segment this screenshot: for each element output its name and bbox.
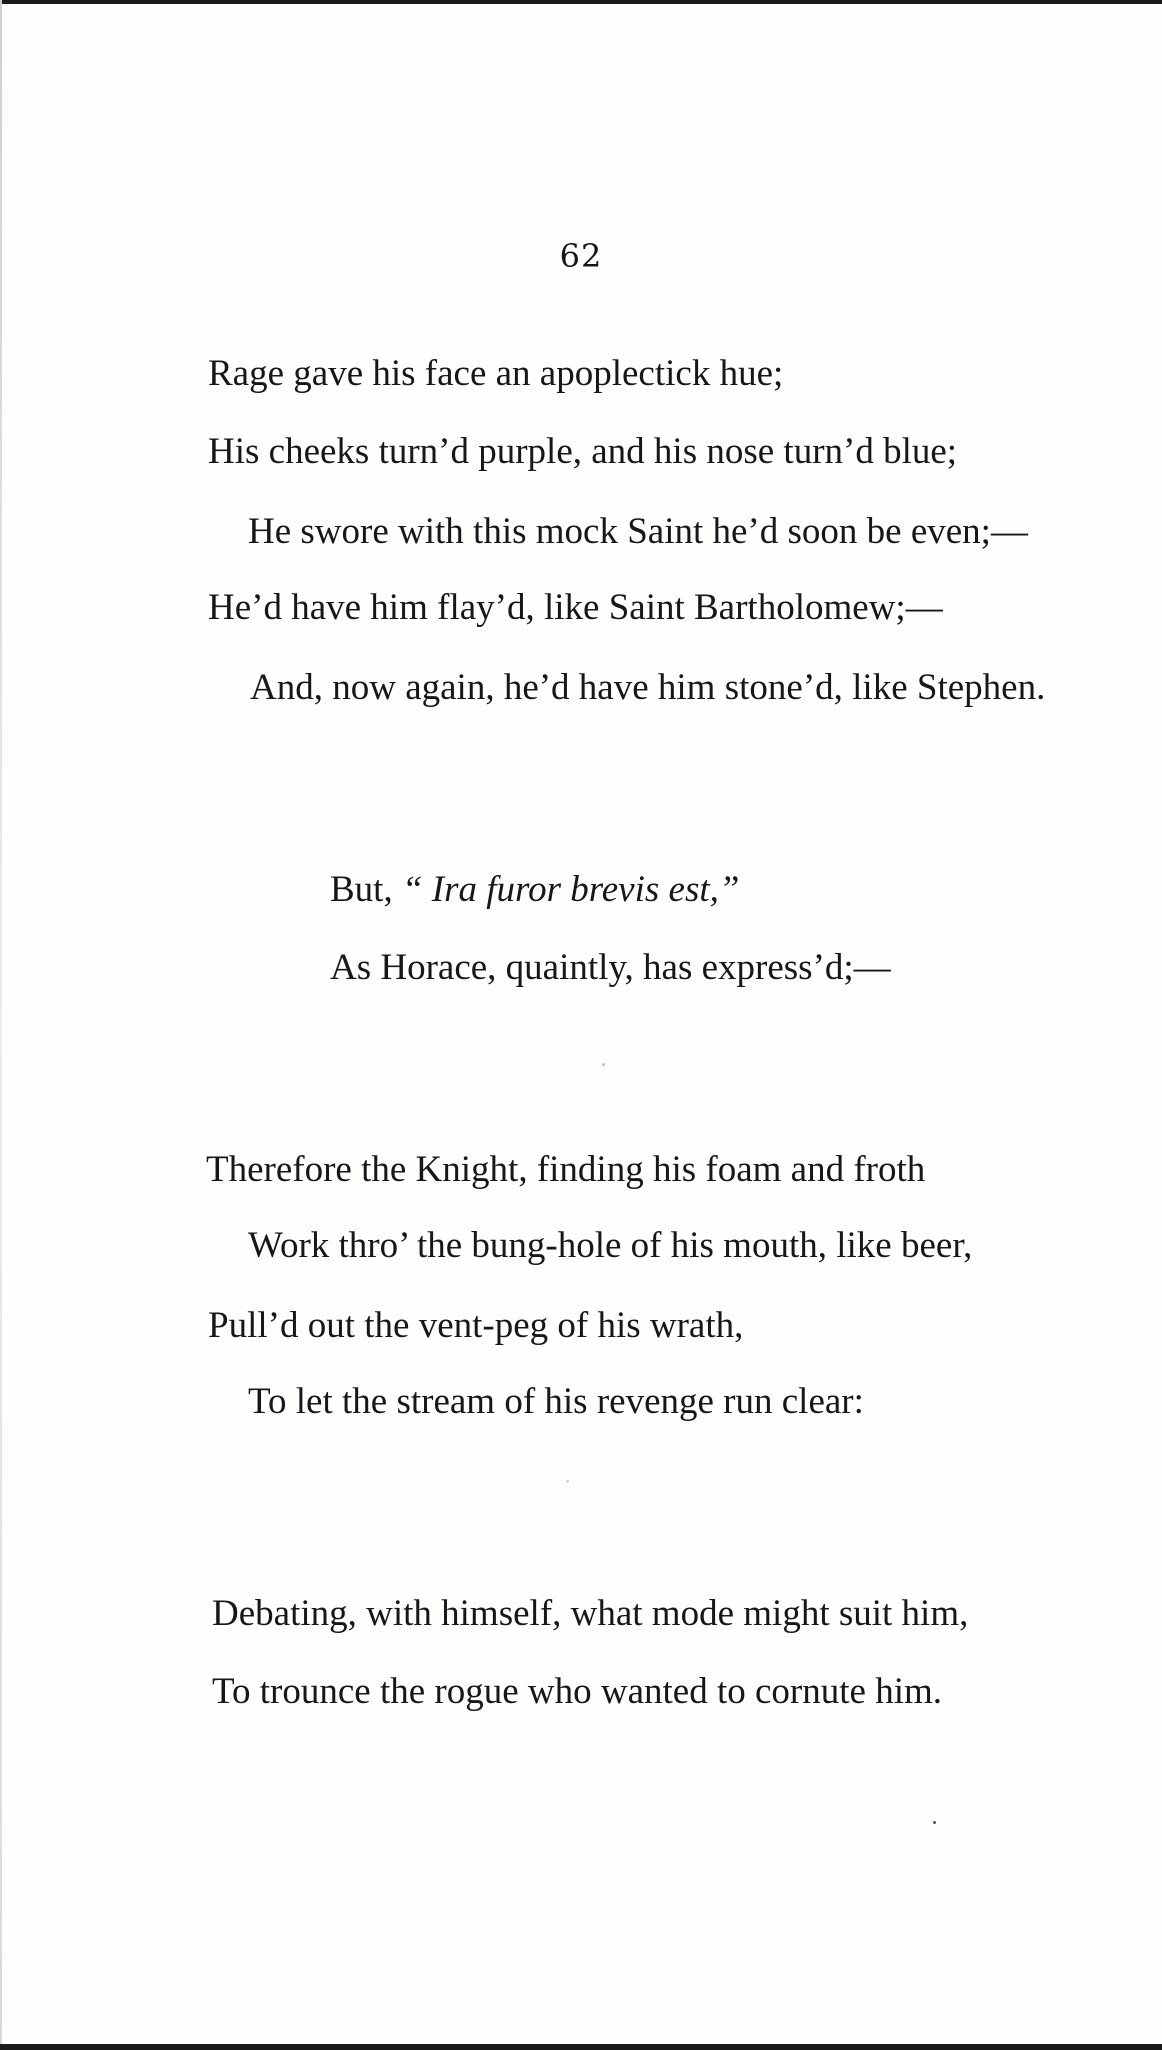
poem-line: He swore with this mock Saint he’d soon be even;— (248, 511, 1028, 552)
poem-line: His cheeks turn’d purple, and his nose turn’d blue; (208, 431, 958, 472)
poem-line: He’d have him flay’d, like Saint Bartholomew;— (208, 587, 943, 628)
ink-speck (933, 1821, 936, 1824)
poem-line: To trounce the rogue who wanted to cornute him. (212, 1671, 943, 1712)
quote-prefix: But, (330, 869, 393, 910)
poem-line: And, now again, he’d have him stone’d, like Stephen. (250, 667, 1046, 708)
poem-line: Work thro’ the bung-hole of his mouth, like beer, (248, 1225, 973, 1266)
page-left-edge (0, 0, 2, 2050)
poem-line: Debating, with himself, what mode might suit him, (212, 1593, 969, 1634)
top-border (0, 0, 1162, 4)
poem-line: Therefore the Knight, finding his foam and froth (206, 1149, 926, 1190)
poem-line: Rage gave his face an apoplectick hue; (208, 353, 784, 394)
poem-line: Pull’d out the vent-peg of his wrath, (208, 1305, 744, 1346)
latin-quote: “ Ira furor brevis est,” (401, 869, 740, 910)
page-number: 62 (559, 237, 603, 275)
poem-line-with-quote (330, 866, 739, 914)
poem-line: To let the stream of his revenge run clear: (248, 1381, 864, 1422)
poem-line: As Horace, quaintly, has express’d;— (330, 947, 891, 988)
ink-speck (602, 1063, 605, 1066)
bottom-border (0, 2044, 1162, 2050)
ink-speck (566, 1480, 569, 1483)
